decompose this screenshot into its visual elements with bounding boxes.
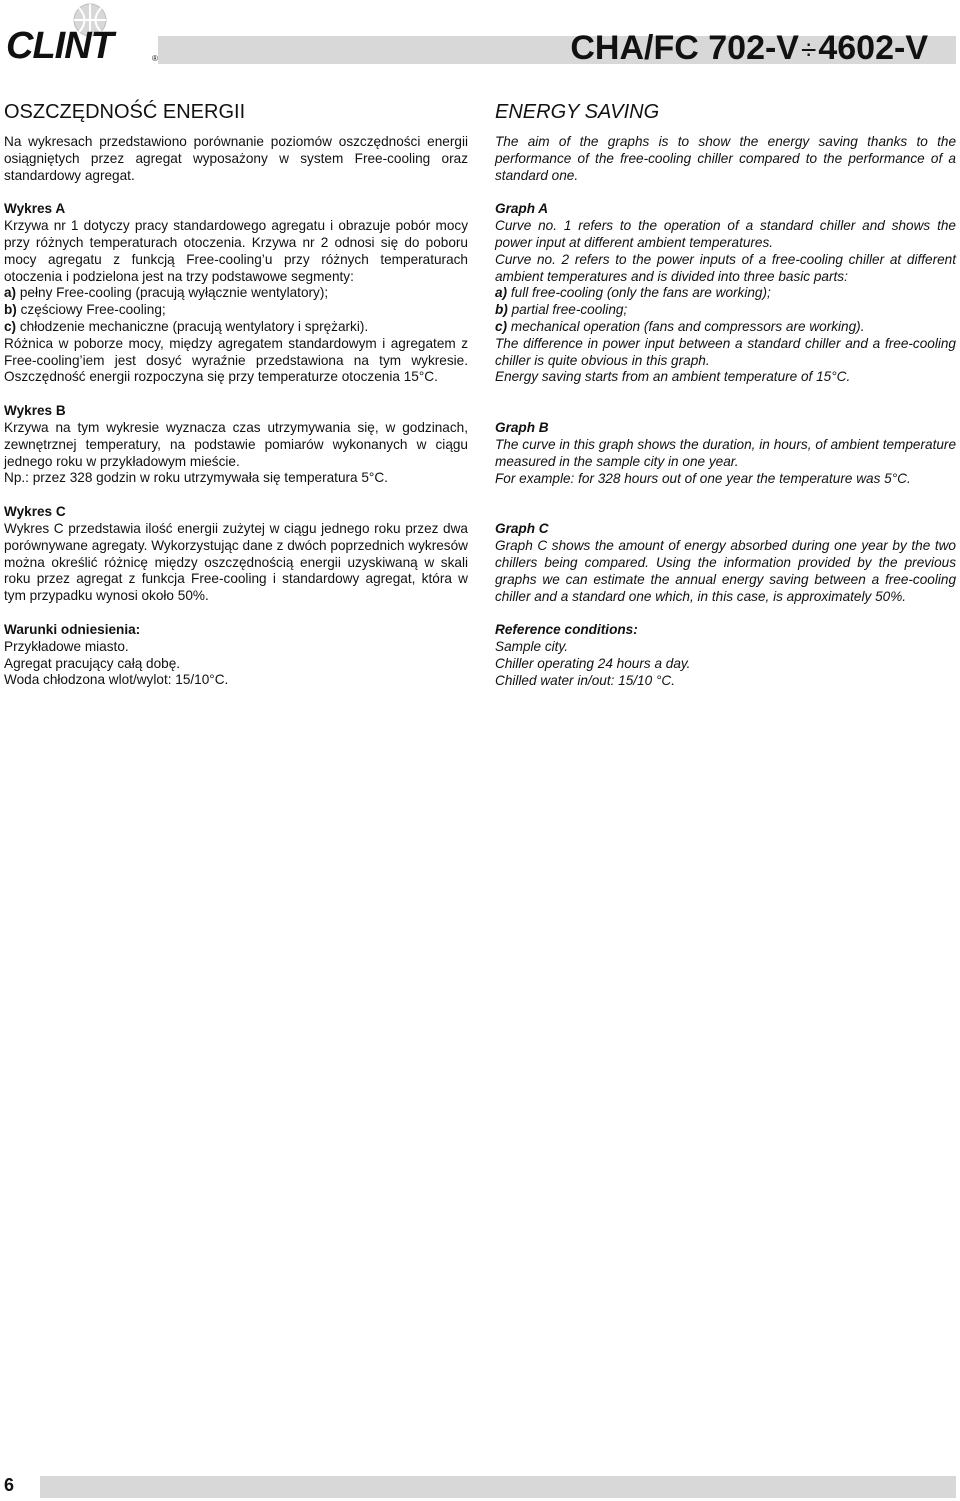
reference-line-1: Sample city. xyxy=(495,639,569,655)
segment-b-label: b) xyxy=(495,302,508,318)
graph-c-paragraph: Graph C shows the amount of energy absorbed during one year by the two chillers being compared. Using the information provided by the previous graphs we can estimate the annual energy saving between a free-cooling chiller and a standard one which, in this case, is approximately 50%. xyxy=(495,538,956,604)
segment-a xyxy=(4,285,468,302)
graph-c-heading: Graph C xyxy=(495,521,549,537)
model-separator: ÷ xyxy=(800,34,817,65)
graph-a-heading: Wykres A xyxy=(4,201,66,217)
reference-line-3: Chilled water in/out: 15/10 °C. xyxy=(495,672,675,688)
segment-a xyxy=(495,285,956,302)
segment-b-text: partial free-cooling; xyxy=(507,302,628,318)
segment-c-label: c) xyxy=(4,318,17,334)
reference-line-2: Chiller operating 24 hours a day. xyxy=(495,655,691,671)
english-column xyxy=(495,100,956,690)
intro-paragraph: The aim of the graphs is to show the energy saving thanks to the performance of the free-cooling chiller compared to the performance of a standard one. xyxy=(495,134,956,183)
graph-a-heading: Graph A xyxy=(495,201,549,217)
section-title: ENERGY SAVING xyxy=(495,101,660,123)
reference-line-3: Woda chłodzona wlot/wylot: 15/10°C. xyxy=(4,672,229,688)
section-title: OSZCZĘDNOŚĆ ENERGII xyxy=(4,101,246,123)
reference-line-2: Agregat pracujący całą dobę. xyxy=(4,655,181,671)
reference-heading: Warunki odniesienia: xyxy=(4,621,141,637)
reference-heading: Reference conditions: xyxy=(495,622,638,638)
graph-a-difference: Różnica w poborze mocy, między agregatem standardowym i agregatem z Free-cooling’iem jest dosyć wyraźnie przedstawiona na tym wykresie. Oszczędność energii rozpoczyna się przy temperaturze otoczenia 15°C. xyxy=(4,335,468,385)
segment-a-text: pełny Free-cooling (pracują wyłącznie wentylatory); xyxy=(16,285,329,301)
segment-c xyxy=(4,319,468,336)
model-title xyxy=(570,26,928,72)
model-suffix: 4602-V xyxy=(818,29,928,67)
brand-logo xyxy=(6,0,166,72)
graph-a-difference: The difference in power input between a standard chiller and a free-cooling chiller is quite obvious in this graph. xyxy=(495,335,956,368)
graph-c-heading: Wykres C xyxy=(4,504,66,520)
model-prefix: CHA/FC 702-V xyxy=(570,29,799,67)
graph-b-example: For example: for 328 hours out of one year the temperature was 5°C. xyxy=(495,470,911,486)
graph-b-heading: Wykres B xyxy=(4,403,66,419)
graph-a-paragraph: Krzywa nr 1 dotyczy pracy standardowego agregatu i obrazuje pobór mocy przy różnych temperaturach otoczenia. Krzywa nr 2 odnosi się do poboru mocy agregatu z funkcją Free-cooling’u przy różnych temperaturach otoczenia i podzielona jest na trzy podstawowe segmenty: xyxy=(4,218,468,284)
segment-b xyxy=(495,302,956,319)
graph-a-curve-2: Curve no. 2 refers to the power inputs of a free-cooling chiller at different ambient temperatures and is divided into three basic parts: xyxy=(495,251,956,284)
segment-c-label: c) xyxy=(495,318,508,334)
segment-b-text: częściowy Free-cooling; xyxy=(16,302,166,318)
graph-b-example: Np.: przez 328 godzin w roku utrzymywała się temperatura 5°C. xyxy=(4,470,388,486)
segment-c-text: mechanical operation (fans and compressors are working). xyxy=(507,318,865,334)
graph-b-paragraph: Krzywa na tym wykresie wyznacza czas utrzymywania się, w godzinach, zewnętrznej temperatury, na podstawie pomiarów wykonanych w ciągu jednego roku w przykładowym mieście. xyxy=(4,419,468,469)
graph-c-paragraph: Wykres C przedstawia ilość energii zużytej w ciągu jednego roku przez dwa porównywane agregaty. Wykorzystując dane z dwóch poprzednich wykresów można określić różnicę między oszczędnością energii uzyskiwaną w skali roku przez agregat z funkcja Free-cooling i standardowy agregat, która w tym przypadku wynosi około 50%. xyxy=(4,520,468,604)
segment-a-label: a) xyxy=(495,285,508,301)
footer-bar xyxy=(40,1476,956,1498)
graph-a-start: Energy saving starts from an ambient temperature of 15°C. xyxy=(495,369,851,385)
graph-a-curve-1: Curve no. 1 refers to the operation of a standard chiller and shows the power input at different ambient temperatures. xyxy=(495,218,956,250)
segment-b xyxy=(4,302,468,319)
graph-b-heading: Graph B xyxy=(495,420,549,436)
segment-c-text: chłodzenie mechaniczne (pracują wentylatory i sprężarki). xyxy=(16,318,369,334)
polish-column xyxy=(4,100,468,689)
reference-line-1: Przykładowe miasto. xyxy=(4,638,129,654)
segment-c xyxy=(495,319,956,336)
intro-paragraph: Na wykresach przedstawiono porównanie poziomów oszczędności energii osiągniętych przez agregat wyposażony w system Free-cooling oraz standardowy agregat. xyxy=(4,134,468,183)
segment-a-text: full free-cooling (only the fans are working); xyxy=(507,285,771,301)
graph-b-paragraph: The curve in this graph shows the duration, in hours, of ambient temperature measured in the sample city in one year. xyxy=(495,436,956,469)
page-number: 6 xyxy=(4,1475,15,1495)
segment-a-label: a) xyxy=(4,285,17,301)
segment-b-label: b) xyxy=(4,302,17,318)
registered-mark: ® xyxy=(152,54,158,63)
brand-name: CLINT xyxy=(6,25,113,67)
